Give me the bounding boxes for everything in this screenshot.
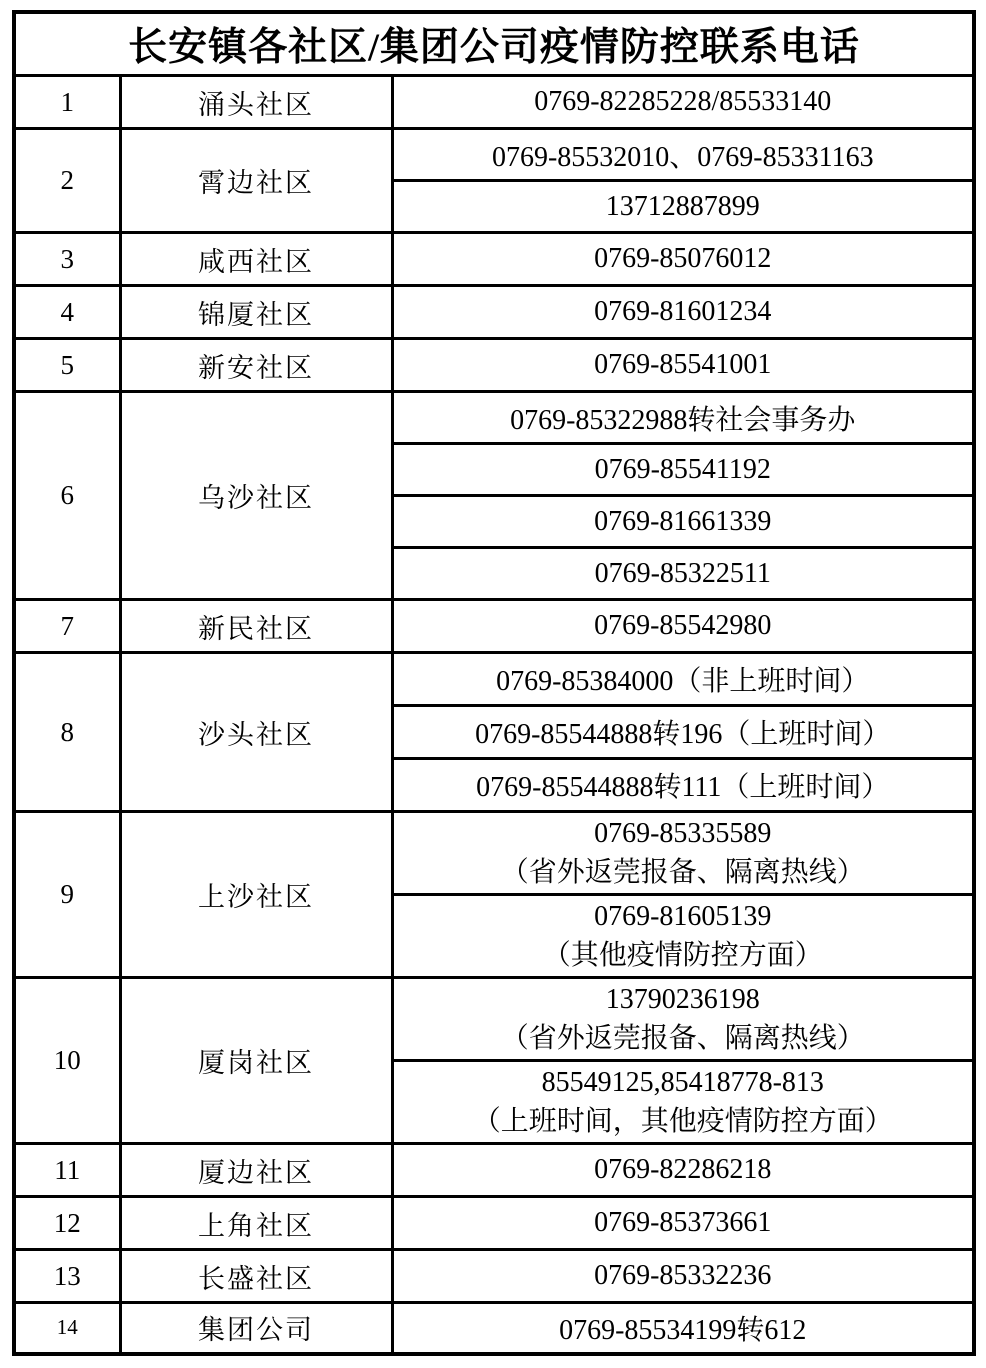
phone-cell: 0769-85322988转社会事务办 [392, 392, 974, 444]
table-row [14, 1303, 974, 1354]
row-number-cell: 1 [14, 76, 120, 129]
phone-cell: 0769-85384000（非上班时间） [392, 653, 974, 706]
table-row [14, 1250, 974, 1303]
community-name-cell: 涌头社区 [120, 76, 392, 129]
phone-cell: 13712887899 [392, 181, 974, 233]
table-row [14, 600, 974, 653]
community-name-cell: 新民社区 [120, 600, 392, 653]
table-row [14, 812, 974, 895]
row-number-cell: 7 [14, 600, 120, 653]
phone-cell [392, 812, 974, 895]
community-name-cell: 上角社区 [120, 1197, 392, 1250]
phone-line: （其他疫情防控方面） [542, 940, 823, 971]
table-row [14, 1144, 974, 1197]
table-row [14, 233, 974, 286]
community-name-cell: 厦岗社区 [120, 978, 392, 1144]
title-row [14, 12, 974, 76]
phone-cell [392, 895, 974, 978]
row-number-cell: 12 [14, 1197, 120, 1250]
community-name-cell: 霄边社区 [120, 129, 392, 233]
phone-cell: 0769-85541192 [392, 444, 974, 496]
phone-line: 13790236198 [605, 984, 760, 1015]
community-name-cell: 长盛社区 [120, 1250, 392, 1303]
phone-cell: 0769-85532010、0769-85331163 [392, 129, 974, 181]
row-number-cell: 4 [14, 286, 120, 339]
phone-cell: 0769-81661339 [392, 496, 974, 548]
phone-cell: 0769-85322511 [392, 548, 974, 600]
table-row [14, 1197, 974, 1250]
row-number-cell: 11 [14, 1144, 120, 1197]
phone-cell: 0769-85534199转612 [392, 1303, 974, 1354]
phone-cell: 0769-85544888转111（上班时间） [392, 759, 974, 812]
phone-cell: 0769-85544888转196（上班时间） [392, 706, 974, 759]
phone-cell: 0769-85373661 [392, 1197, 974, 1250]
row-number-cell: 14 [14, 1303, 120, 1354]
row-number-cell: 5 [14, 339, 120, 392]
phone-cell: 0769-85542980 [392, 600, 974, 653]
row-number-cell: 3 [14, 233, 120, 286]
table-title: 长安镇各社区/集团公司疫情防控联系电话 [14, 12, 974, 76]
phone-cell: 0769-81601234 [392, 286, 974, 339]
table-row [14, 653, 974, 706]
table-row [14, 339, 974, 392]
phone-cell: 0769-85541001 [392, 339, 974, 392]
row-number-cell: 13 [14, 1250, 120, 1303]
phone-cell: 0769-82285228/85533140 [392, 76, 974, 129]
table-row [14, 978, 974, 1061]
table-row [14, 76, 974, 129]
row-number-cell: 10 [14, 978, 120, 1144]
table-row [14, 392, 974, 444]
phone-line: 85549125,85418778-813 [541, 1067, 824, 1098]
community-name-cell: 上沙社区 [120, 812, 392, 978]
table-row [14, 129, 974, 181]
phone-line: 0769-85335589 [594, 818, 772, 849]
community-name-cell: 咸西社区 [120, 233, 392, 286]
phone-cell [392, 978, 974, 1061]
community-name-cell: 锦厦社区 [120, 286, 392, 339]
row-number-cell: 2 [14, 129, 120, 233]
phone-cell: 0769-85076012 [392, 233, 974, 286]
community-name-cell: 乌沙社区 [120, 392, 392, 600]
contact-phone-table [12, 10, 976, 1356]
phone-line: （省外返莞报备、隔离热线） [500, 857, 865, 888]
table-row [14, 286, 974, 339]
phone-line: （上班时间，其他疫情防控方面） [472, 1106, 893, 1137]
phone-cell [392, 1061, 974, 1144]
row-number-cell: 8 [14, 653, 120, 812]
row-number-cell: 6 [14, 392, 120, 600]
community-name-cell: 厦边社区 [120, 1144, 392, 1197]
phone-line: 0769-81605139 [594, 901, 772, 932]
phone-line: （省外返莞报备、隔离热线） [500, 1023, 865, 1054]
phone-cell: 0769-85332236 [392, 1250, 974, 1303]
phone-cell: 0769-82286218 [392, 1144, 974, 1197]
row-number-cell: 9 [14, 812, 120, 978]
community-name-cell: 集团公司 [120, 1303, 392, 1354]
community-name-cell: 沙头社区 [120, 653, 392, 812]
community-name-cell: 新安社区 [120, 339, 392, 392]
